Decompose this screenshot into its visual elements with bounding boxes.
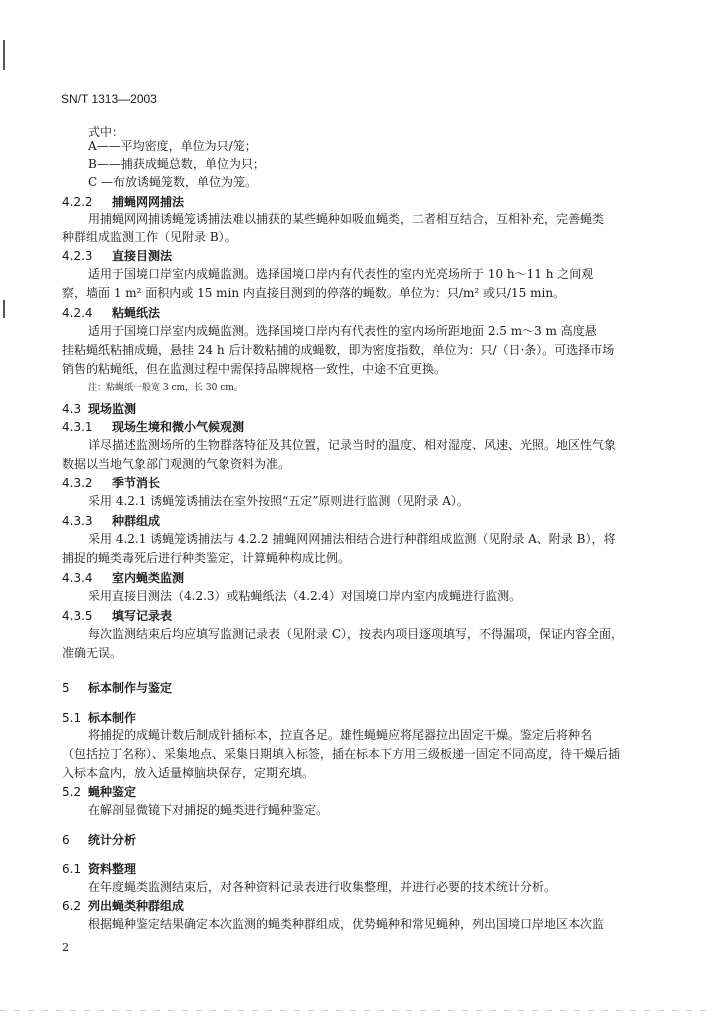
scan-artifact-line xyxy=(0,1010,712,1011)
section-heading-4-3-1 xyxy=(62,419,244,435)
section-title: 种群组成 xyxy=(112,514,161,528)
section-title: 捕蝇网网捕法 xyxy=(112,195,185,209)
scan-edge-mark xyxy=(3,40,5,70)
section-title: 现场监测 xyxy=(88,402,137,416)
paragraph-line: 挂粘蝇纸粘捕成蝇，悬挂 24 h 后计数粘捕的成蝇数，即为密度指数，单位为：只/（日·条）。可选择市场 xyxy=(62,343,615,357)
section-number: 4.3.1 xyxy=(62,420,93,434)
paragraph-line: 适用于国境口岸室内成蝇监测。选择国境口岸内有代表性的室内场所距地面 2.5 m～3 m 高度悬 xyxy=(88,324,597,338)
section-number: 4.2.2 xyxy=(62,195,93,209)
scan-edge-mark xyxy=(3,300,5,318)
paragraph-line: 每次监测结束后均应填写监测记录表（见附录 C），按表内项目逐项填写，不得漏项，保证内容全面， xyxy=(88,627,624,641)
paragraph-line: 将捕捉的成蝇计数后制成针插标本，拉直各足。雄性蝇蝇应将尾器拉出固定干燥。鉴定后将种名 xyxy=(88,728,593,742)
section-number: 4.2.3 xyxy=(62,249,93,263)
note-text: 注：粘蝇纸一般宽 3 cm，长 30 cm。 xyxy=(88,383,243,393)
paragraph-line: 详尽描述监测场所的生物群落特征及其位置，记录当时的温度、相对湿度、风速、光照。地区性气象 xyxy=(88,438,617,452)
section-heading-4-3-2 xyxy=(62,475,160,491)
section-heading-6-2 xyxy=(62,898,184,914)
standard-code-header: SN/T 1313—2003 xyxy=(61,92,157,106)
paragraph-line: 捕捉的蝇类毒死后进行种类鉴定，计算蝇种构成比例。 xyxy=(62,551,351,565)
section-title: 统计分析 xyxy=(88,833,137,847)
section-heading-5-2 xyxy=(62,784,136,800)
paragraph-line: （包括拉丁名称）、采集地点、采集日期填入标签，插在标本下方用三级板递一固定不同高度，待干燥后插 xyxy=(62,747,621,761)
section-title: 资料整理 xyxy=(88,862,137,876)
section-number: 4.2.4 xyxy=(62,306,93,320)
page-number: 2 xyxy=(62,941,69,954)
section-heading-4-3-4 xyxy=(62,570,184,586)
paragraph-line: 种群组成监测工作（见附录 B）。 xyxy=(62,230,237,244)
section-number: 4.3.4 xyxy=(62,571,93,585)
paragraph-line: 数据以当地气象部门观测的气象资料为准。 xyxy=(62,457,291,471)
section-title: 填写记录表 xyxy=(112,609,173,623)
section-heading-6 xyxy=(62,832,136,848)
paragraph-line: 采用直接目测法（4.2.3）或粘蝇纸法（4.2.4）对国境口岸内室内成蝇进行监测。 xyxy=(88,589,522,603)
section-heading-4-3-3 xyxy=(62,513,160,529)
section-heading-6-1 xyxy=(62,861,136,877)
paragraph-line: 察，墙面 1 m² 面积内或 15 min 内直接目测到的停落的蝇数。单位为：只/m² 或只/15 min。 xyxy=(62,286,566,300)
paragraph-line: 用捕蝇网网捕诱蝇笼诱捕法难以捕获的某些蝇种如吸血蝇类，二者相互结合，互相补充，完善蝇类 xyxy=(88,212,605,226)
section-title: 季节消长 xyxy=(112,476,161,490)
section-number: 5.1 xyxy=(62,711,82,725)
paragraph-line: 准确无误。 xyxy=(62,646,123,660)
section-heading-4-3 xyxy=(62,401,136,417)
section-heading-4-2-2 xyxy=(62,194,184,210)
section-number: 6 xyxy=(62,833,70,847)
section-heading-4-2-4 xyxy=(62,305,160,321)
paragraph-line: 入标本盒内，放入适量樟脑块保存，定期充填。 xyxy=(62,766,315,780)
section-title: 蝇种鉴定 xyxy=(88,785,137,799)
section-heading-5-1 xyxy=(62,710,136,726)
section-number: 5.2 xyxy=(62,785,82,799)
section-number: 6.1 xyxy=(62,862,82,876)
section-heading-5 xyxy=(62,680,172,696)
section-title: 现场生境和微小气候观测 xyxy=(112,420,245,434)
section-title: 室内蝇类监测 xyxy=(112,571,185,585)
section-number: 4.3.5 xyxy=(62,609,93,623)
section-title: 列出蝇类种群组成 xyxy=(88,899,185,913)
section-number: 6.2 xyxy=(62,899,82,913)
section-title: 标本制作与鉴定 xyxy=(88,681,173,695)
section-title: 粘蝇纸法 xyxy=(112,306,161,320)
section-number: 5 xyxy=(62,681,70,695)
formula-legend-line: B——捕获成蝇总数，单位为只； xyxy=(88,157,265,171)
section-number: 4.3.2 xyxy=(62,476,93,490)
formula-legend-line: C —布放诱蝇笼数，单位为笼。 xyxy=(88,175,257,189)
paragraph-line: 在年度蝇类监测结束后，对各种资料记录表进行收集整理，并进行必要的技术统计分析。 xyxy=(88,880,557,894)
paragraph-line: 采用 4.2.1 诱蝇笼诱捕法与 4.2.2 捕蝇网网捕法相结合进行种群组成监测（见附录 A、附录 B），将 xyxy=(88,532,616,546)
paragraph-line: 在解剖显微镜下对捕捉的蝇类进行蝇种鉴定。 xyxy=(88,803,329,817)
section-number: 4.3.3 xyxy=(62,514,93,528)
section-title: 直接目测法 xyxy=(112,249,173,263)
section-heading-4-3-5 xyxy=(62,608,172,624)
paragraph-line: 销售的粘蝇纸，但在监测过程中需保持品牌规格一致性，中途不宜更换。 xyxy=(62,362,447,376)
section-number: 4.3 xyxy=(62,402,82,416)
paragraph-line: 根据蝇种鉴定结果确定本次监测的蝇类种群组成，优势蝇种和常见蝇种，列出国境口岸地区本次监 xyxy=(88,917,605,931)
section-title: 标本制作 xyxy=(88,711,137,725)
paragraph-line: 适用于国境口岸室内成蝇监测。选择国境口岸内有代表性的室内光亮场所于 10 h～11 h 之间观 xyxy=(88,267,594,281)
section-heading-4-2-3 xyxy=(62,248,172,264)
formula-intro: 式中： xyxy=(88,125,125,139)
formula-legend-line: A——平均密度，单位为只/笼； xyxy=(88,139,257,153)
paragraph-line: 采用 4.2.1 诱蝇笼诱捕法在室外按照“五定”原则进行监测（见附录 A）。 xyxy=(88,494,469,508)
